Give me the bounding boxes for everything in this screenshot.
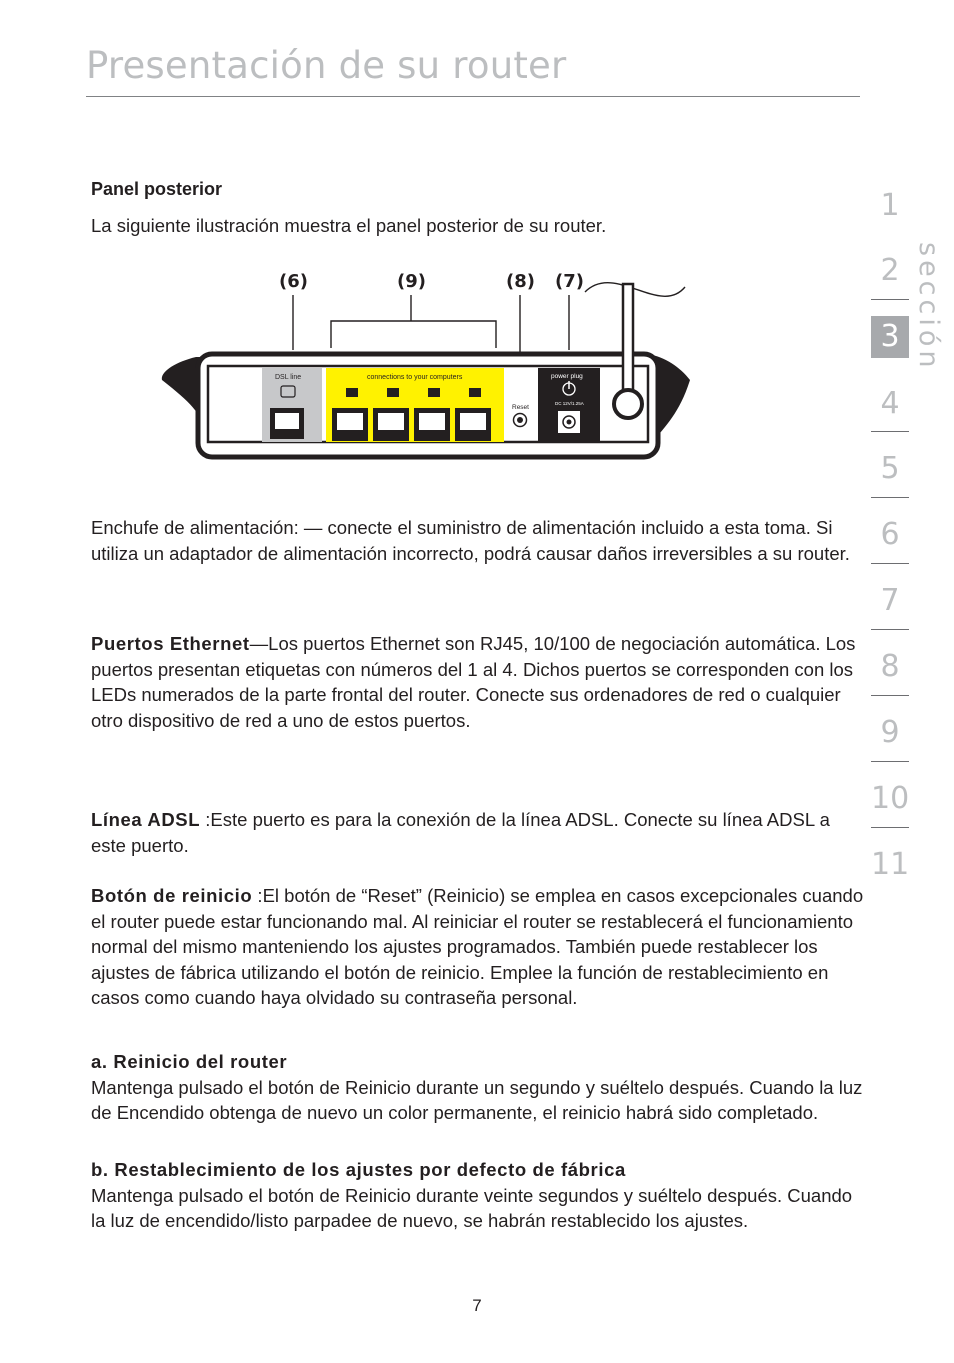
factory-description: Mantenga pulsado el botón de Reinicio durante veinte segundos y suéltelo después. Cuando la luz de encendido/listo parpadee de nuevo, se habrán restablecido los ajustes. [91, 1184, 853, 1231]
adsl-description: :Este puerto es para la conexión de la línea ADSL. Conecte su línea ADSL a este puerto. [91, 809, 830, 856]
section-nav-item-10[interactable]: 10 [871, 781, 910, 816]
adsl-paragraph [91, 807, 866, 858]
ethernet-term: Puertos Ethernet [91, 633, 250, 654]
section-nav-item-1[interactable]: 1 [880, 188, 900, 223]
router-back-panel-diagram [160, 262, 700, 477]
dsl-port [262, 368, 322, 442]
reboot-heading: a. Reinicio del router [91, 1051, 288, 1072]
ethernet-label: connections to your computers [367, 374, 463, 381]
title-divider [86, 96, 860, 97]
section-nav-item-6[interactable]: 6 [880, 517, 900, 552]
section-nav-item-5[interactable]: 5 [880, 451, 900, 486]
nav-divider [871, 827, 909, 828]
factory-heading: b. Restablecimiento de los ajustes por defecto de fábrica [91, 1159, 626, 1180]
adsl-term: Línea ADSL [91, 809, 201, 830]
reboot-paragraph [91, 1049, 866, 1126]
nav-divider [871, 299, 909, 300]
section-label-text: sección [913, 242, 944, 372]
reset-term: Botón de reinicio [91, 885, 253, 906]
callout-ethernet: (9) [397, 271, 426, 292]
ethernet-ports [326, 368, 504, 442]
panel-intro: La siguiente ilustración muestra el panel posterior de su router. [91, 215, 607, 236]
reboot-description: Mantenga pulsado el botón de Reinicio durante un segundo y suéltelo después. Cuando la luz de Encendido obtenga de nuevo un color permanente, el reinicio habrá sido completado. [91, 1076, 863, 1123]
section-nav-item-7[interactable]: 7 [880, 583, 900, 618]
section-nav-item-9[interactable]: 9 [880, 715, 900, 750]
section-nav-item-8[interactable]: 8 [880, 649, 900, 684]
reset-label: Reset [512, 404, 529, 411]
dsl-label: DSL line [275, 374, 302, 381]
power-plug [538, 368, 600, 442]
power-rating: DC 12V/1.25A [555, 401, 584, 406]
nav-divider [871, 629, 909, 630]
callout-dsl: (6) [279, 271, 308, 292]
nav-divider [871, 431, 909, 432]
callout-power: (7) [555, 271, 584, 292]
section-nav-item-4[interactable]: 4 [880, 386, 900, 421]
section-label [913, 242, 944, 372]
page-title: Presentación de su router [86, 44, 567, 87]
section-nav-item-11[interactable]: 11 [871, 847, 910, 882]
reset-paragraph [91, 883, 866, 1011]
ethernet-description: —Los puertos Ethernet son RJ45, 10/100 de negociación automática. Los puertos presentan etiquetas con números del 1 al 4. Dichos puertos se corresponden con los LEDs numerados de la parte frontal del router. Conecte sus ordenadores de red o cualquier otro dispositivo de red a uno de estos puertos. [91, 633, 856, 731]
nav-divider [871, 761, 909, 762]
nav-divider [871, 695, 909, 696]
page-number: 7 [472, 1296, 482, 1315]
reset-description: :El botón de “Reset” (Reinicio) se emplea en casos excepcionales cuando el router puede estar funcionando mal. Al reiniciar el router se restablecerá el funcionamiento normal del mismo manteniendo los ajustes programados. También puede restablecer los ajustes de fábrica utilizando el botón de reinicio. Emplee la función de restablecimiento en casos como cuando haya olvidado su contraseña personal. [91, 885, 864, 1008]
callout-reset: (8) [506, 271, 535, 292]
nav-divider [871, 497, 909, 498]
ethernet-paragraph [91, 631, 866, 733]
nav-divider [871, 563, 909, 564]
section-nav-item-2[interactable]: 2 [880, 253, 900, 288]
panel-heading: Panel posterior [91, 179, 223, 199]
section-nav-item-3[interactable]: 3 [871, 316, 909, 358]
power-paragraph: Enchufe de alimentación: — conecte el suministro de alimentación incluido a esta toma. Si utiliza un adaptador de alimentación incorrecto, podrá causar daños irreversibles a su router. [91, 517, 850, 564]
power-label: power plug [551, 373, 583, 380]
factory-paragraph [91, 1157, 866, 1234]
